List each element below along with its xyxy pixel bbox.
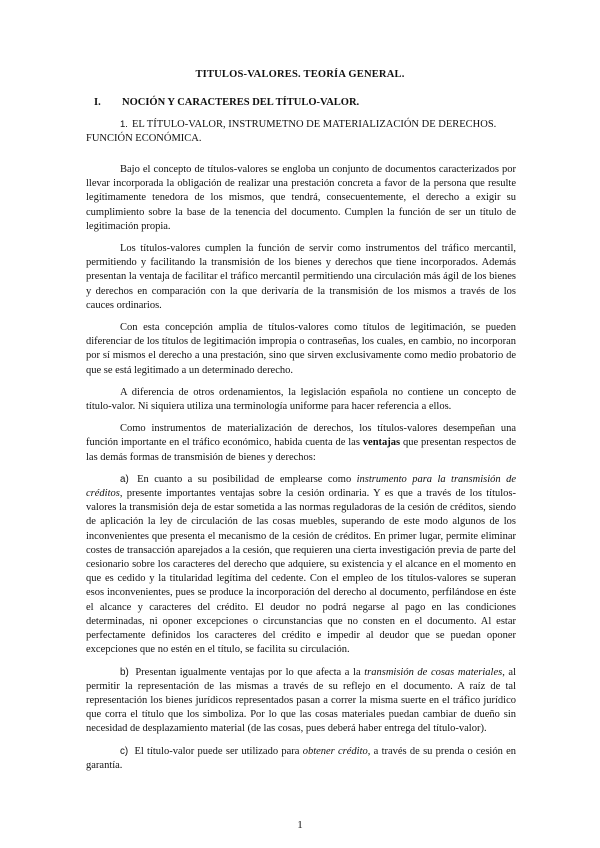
item-text: , al permitir la representación de las mismas a través de su reflejo en el documento. A raíz de tal representación los bienes jurídicos representados pasan a correr la misma suerte en el tráfico jurídico que corra el título que los simboliza. Por lo que las cosas materiales puedan cambiar de dueño sin necesidad de desplazamiento material (de las cosas, pues deberá haber entrega del título-valor). xyxy=(86,666,517,735)
subsection-heading xyxy=(86,118,516,145)
list-item-c xyxy=(86,745,516,773)
paragraph: Bajo el concepto de títulos-valores se engloba un conjunto de documentos caracterizados por llevar incorporada la obligación de realizar una prestación concreta a favor de la persona que resulte legítimamente tenedora de los mismos, que tendrá, consecuentemente, el derecho a exigir su cumplimiento sobre la base de la tenencia del documento. Cumplen la función de ser un título de legitimación propia. xyxy=(86,164,516,232)
section-heading xyxy=(94,96,359,110)
subsection-title: EL TÍTULO-VALOR, INSTRUMETNO DE MATERIALIZACIÓN DE DERECHOS. FUNCIÓN ECONÓMICA. xyxy=(86,119,497,144)
list-item-a xyxy=(86,473,516,658)
item-text: , a través de su prenda o cesión en garantía. xyxy=(86,745,516,771)
paragraph: A diferencia de otros ordenamientos, la legislación española no contiene un concepto de título-valor. Ni siquiera utiliza una terminología uniforme para hacer referencia a ellos. xyxy=(86,386,516,413)
section-number: I. xyxy=(94,97,101,108)
italic-term: instrumento para la transmisión de créditos xyxy=(86,473,516,500)
page-number: 1 xyxy=(297,819,303,831)
list-item-b xyxy=(86,666,516,737)
item-text: En cuanto a su posibilidad de emplearse como xyxy=(137,473,357,485)
item-letter: b) xyxy=(120,666,129,678)
item-text: Presentan igualmente ventajas por lo que afecta a la xyxy=(135,666,365,678)
subsection-number: 1. xyxy=(120,119,128,130)
italic-term: obtener crédito xyxy=(302,745,368,757)
item-text: El título-valor puede ser utilizado para xyxy=(134,745,303,757)
paragraph-text: Como instrumentos de materialización de derechos, los títulos-valores desempeñan una función importante en el tráfico económico, habida cuenta de las xyxy=(86,423,516,449)
item-letter: c) xyxy=(120,745,129,757)
paragraph: Con esta concepción amplia de títulos-valores como títulos de legitimación, se pueden diferenciar de los títulos de legitimación impropia o contraseñas, los cuales, en cambio, no incorporan por sí mismos el derecho a una prestación, sino que sirven exclusivamente como medio probatorio de que se está legitimado a un determinado derecho. xyxy=(86,322,516,376)
document-body xyxy=(86,163,516,781)
italic-term: transmisión de cosas materiales xyxy=(364,666,503,678)
paragraph-advantages xyxy=(86,422,516,465)
paragraph: Los títulos-valores cumplen la función de servir como instrumentos del tráfico mercantil, permitiendo y facilitando la transmisión de los bienes y derechos que tiene incorporados. Además presentan la ventaja de facilitar el tráfico mercantil permitiendo una circulación más ágil de los bienes y derechos en comparación con la que derivaría de la transmisión de los mismos a través de los cauces ordinarios. xyxy=(86,243,516,311)
bold-term: ventajas xyxy=(362,437,401,449)
document-title: TITULOS-VALORES. TEORÍA GENERAL. xyxy=(195,69,405,80)
section-title: NOCIÓN Y CARACTERES DEL TÍTULO-VALOR. xyxy=(122,97,360,108)
item-text: , presente importantes ventajas sobre la cesión ordinaria. Y es que a través de los títulos-valores la transmisión deja de estar sometida a las normas reguladoras de la cesión de créditos, siendo de aplicación la ley de circulación de las cosas muebles, superando de este modo algunos de los inconvenientes que presenta el mecanismo de la cesión de créditos. En primer lugar, permite eliminar costes de transacción aparejados a la cesión, que requieren una cierta investigación previa de parte del cesionario sobre los caracteres del derecho que adquiere, su existencia y el alcance en el momento en que es cedido y la titularidad legítima del cedente. Con el empleo de los títulos-valores se superan esos inconvenientes, pues se produce la incorporación del derecho al documento, perfilándose en éste el alcance y caracteres del crédito. El deudor no podrá negarse al pago en las condiciones determinadas, ni oponer excepciones o circunstancias que no consten en el documento. Al estar perfectamente definidos los caracteres del crédito e impedir al deudor que se puedan oponer excepciones que no estén en el título, se facilita su circulación. xyxy=(86,488,516,656)
paragraph-text: que presentan respectos de las demás formas de transmisión de bienes y derechos: xyxy=(86,437,516,463)
item-letter: a) xyxy=(120,473,129,485)
